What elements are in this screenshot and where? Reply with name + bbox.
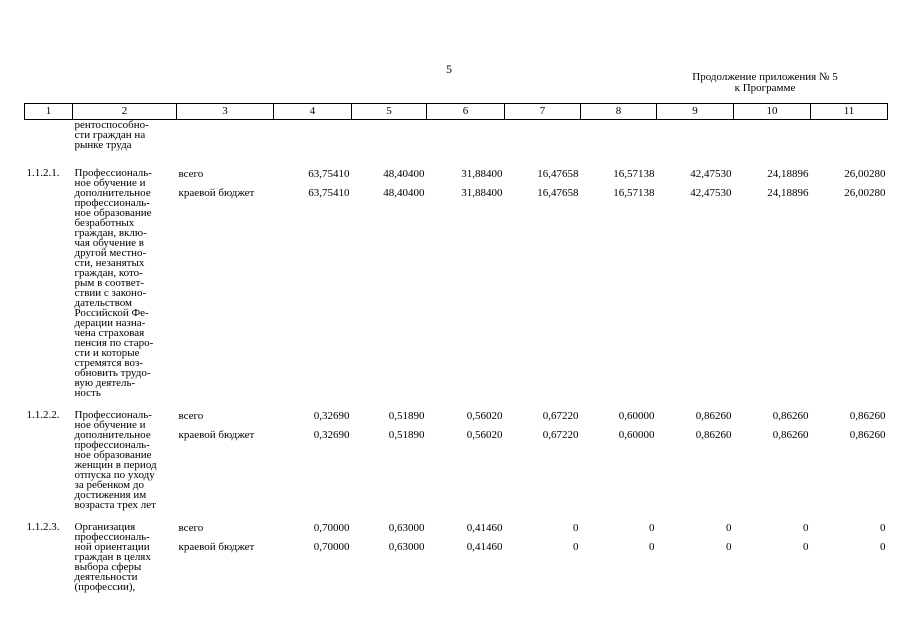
value-cell xyxy=(657,410,734,522)
funding-source-cell xyxy=(177,410,274,522)
value: 0,51890 xyxy=(388,410,425,422)
value: 0,67220 xyxy=(542,410,579,422)
item-code: 1.1.2.3. xyxy=(26,521,60,533)
value: 0 xyxy=(573,522,579,534)
value-cell xyxy=(352,522,427,604)
value: 0,70000 xyxy=(313,522,350,534)
item-name: Организация профессиональ- ной ориентации граждан в целях выбора сферы деятельности (профессии), xyxy=(74,521,151,593)
value-cell xyxy=(274,522,352,604)
value: 0,63000 xyxy=(388,541,425,553)
value: 63,75410 xyxy=(308,168,350,180)
value: 0,41460 xyxy=(466,522,503,534)
funding-source: всего xyxy=(178,168,204,180)
value-cell xyxy=(657,522,734,604)
table-row xyxy=(25,410,888,522)
column-header: 10 xyxy=(734,104,811,120)
value: 26,00280 xyxy=(844,168,886,180)
table-row xyxy=(25,168,888,410)
budget-table xyxy=(24,103,888,604)
column-header: 9 xyxy=(657,104,734,120)
value: 0,86260 xyxy=(695,429,732,441)
value: 0,86260 xyxy=(849,429,886,441)
item-code: 1.1.2.2. xyxy=(26,409,60,421)
carryover-text: рентоспособно- сти граждан на рынке труда xyxy=(74,119,149,151)
value-cell xyxy=(505,410,581,522)
column-header: 11 xyxy=(811,104,888,120)
funding-source: всего xyxy=(178,522,204,534)
funding-source: краевой бюджет xyxy=(178,187,255,199)
value: 0 xyxy=(649,541,655,553)
table-row xyxy=(25,522,888,604)
value: 0 xyxy=(573,541,579,553)
value: 0 xyxy=(726,541,732,553)
value-cell xyxy=(811,168,888,410)
value-cell xyxy=(274,168,352,410)
value: 16,57138 xyxy=(613,168,655,180)
value-cell xyxy=(734,410,811,522)
value: 0,86260 xyxy=(695,410,732,422)
value: 0,86260 xyxy=(772,410,809,422)
value-cell xyxy=(505,168,581,410)
value: 0,86260 xyxy=(772,429,809,441)
value-cell xyxy=(734,522,811,604)
value: 0 xyxy=(649,522,655,534)
column-header: 6 xyxy=(427,104,505,120)
appendix-continuation-note xyxy=(660,72,870,94)
value: 0 xyxy=(880,541,886,553)
column-header: 5 xyxy=(352,104,427,120)
value-cell xyxy=(581,410,657,522)
value-cell xyxy=(811,522,888,604)
item-name: Профессиональ- ное обучение и дополнительное профессиональ- ное образование женщин в период отпуска по уходу за ребенком до достижения им возраста трех лет xyxy=(74,409,157,511)
column-header: 3 xyxy=(177,104,274,120)
value: 0,70000 xyxy=(313,541,350,553)
value: 24,18896 xyxy=(767,187,809,199)
empty-cell xyxy=(25,120,73,169)
header-row xyxy=(25,104,888,120)
value: 0,41460 xyxy=(466,541,503,553)
value: 16,47658 xyxy=(537,187,579,199)
column-header: 1 xyxy=(25,104,73,120)
page-number: 5 xyxy=(446,62,452,76)
value-cell xyxy=(352,410,427,522)
funding-source: краевой бюджет xyxy=(178,541,255,553)
value: 0,32690 xyxy=(313,410,350,422)
continuation-line: к Программе xyxy=(734,82,796,94)
value: 42,47530 xyxy=(690,168,732,180)
funding-source-cell xyxy=(177,168,274,410)
value: 0,86260 xyxy=(849,410,886,422)
value: 16,57138 xyxy=(613,187,655,199)
value-cell xyxy=(427,522,505,604)
value: 0,67220 xyxy=(542,429,579,441)
value-cell xyxy=(427,168,505,410)
value: 0 xyxy=(803,522,809,534)
value: 63,75410 xyxy=(308,187,350,199)
empty-cell xyxy=(177,120,888,169)
column-header: 4 xyxy=(274,104,352,120)
value: 0,51890 xyxy=(388,429,425,441)
value: 0,63000 xyxy=(388,522,425,534)
value: 0,60000 xyxy=(618,429,655,441)
funding-source-cell xyxy=(177,522,274,604)
value: 48,40400 xyxy=(383,168,425,180)
value-cell xyxy=(427,410,505,522)
value-cell xyxy=(657,168,734,410)
value: 42,47530 xyxy=(690,187,732,199)
value-cell xyxy=(352,168,427,410)
value: 0,60000 xyxy=(618,410,655,422)
value: 24,18896 xyxy=(767,168,809,180)
value-cell xyxy=(505,522,581,604)
value: 26,00280 xyxy=(844,187,886,199)
value: 0,56020 xyxy=(466,429,503,441)
value-cell xyxy=(581,168,657,410)
value: 31,88400 xyxy=(461,168,503,180)
value: 0 xyxy=(726,522,732,534)
item-name: Профессиональ- ное обучение и дополнительное профессиональ- ное образование безработных граждан, вклю- чая обучение в другой местно- сти, незанятых граждан, кото- рым в соответ- ствии с законо- дательством Российской Фе- дерации назна- чена страховая пенсия по старо- сти и которые стремятся воз- обновить трудо- вую деятель- ность xyxy=(74,167,154,399)
value: 31,88400 xyxy=(461,187,503,199)
carryover-row xyxy=(25,120,888,169)
funding-source: всего xyxy=(178,410,204,422)
value: 0,32690 xyxy=(313,429,350,441)
value: 16,47658 xyxy=(537,168,579,180)
column-header: 7 xyxy=(505,104,581,120)
column-header: 2 xyxy=(73,104,177,120)
column-header: 8 xyxy=(581,104,657,120)
value: 0 xyxy=(803,541,809,553)
value: 0,56020 xyxy=(466,410,503,422)
continuation-line: Продолжение приложения № 5 xyxy=(692,71,838,83)
value: 0 xyxy=(880,522,886,534)
value-cell xyxy=(274,410,352,522)
item-code: 1.1.2.1. xyxy=(26,167,60,179)
value-cell xyxy=(581,522,657,604)
value: 48,40400 xyxy=(383,187,425,199)
funding-source: краевой бюджет xyxy=(178,429,255,441)
value-cell xyxy=(734,168,811,410)
value-cell xyxy=(811,410,888,522)
